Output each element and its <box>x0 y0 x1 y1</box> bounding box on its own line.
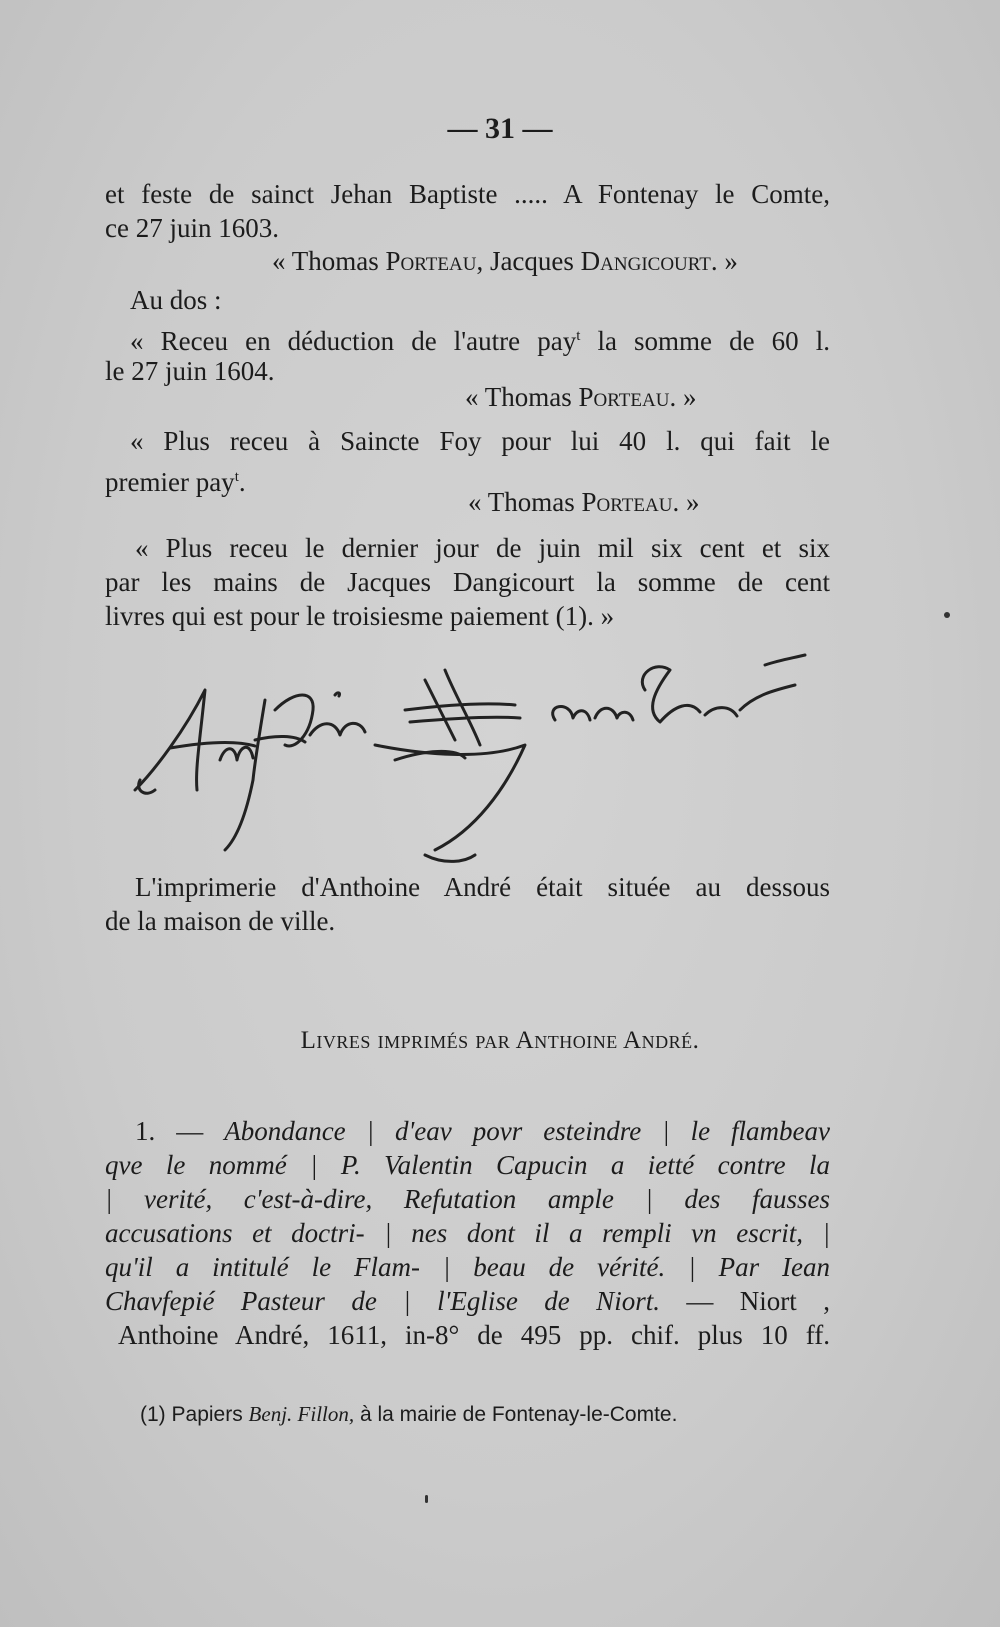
signature-line <box>468 486 699 519</box>
entry-imprint: — Niort , <box>659 1286 830 1316</box>
name-porteau: Porteau <box>385 246 477 276</box>
text-line: le 27 juin 1604. <box>105 356 275 386</box>
text-line: « Plus receu le dernier jour de juin mil six cent et six <box>135 533 830 563</box>
signature-line <box>465 381 696 414</box>
entry-line: accusations et doctri- | nes dont il a rempli vn escrit, | <box>105 1218 830 1248</box>
ink-speck <box>944 612 950 618</box>
entry-line: qve le nommé | P. Valentin Capucin a ietté contre la <box>105 1150 830 1180</box>
handwritten-signature-image <box>125 650 825 890</box>
text-span: « Thomas <box>465 382 579 412</box>
text-line: et feste de sainct Jehan Baptiste ..... A Fontenay le Comte, <box>105 179 830 209</box>
entry-line <box>135 1115 830 1148</box>
entry-line: Anthoine André, 1611, in-8° de 495 pp. chif. plus 10 ff. <box>118 1320 830 1350</box>
footnote-number: (1) <box>140 1403 166 1426</box>
footnote-author: Benj. Fillon, <box>248 1402 355 1426</box>
superscript: t <box>234 469 239 485</box>
text-span: . » <box>669 382 697 412</box>
text-line: Au dos : <box>130 285 222 315</box>
superscript: t <box>576 328 581 344</box>
entry-number: 1. — <box>135 1116 225 1146</box>
text-span: . » <box>710 246 738 276</box>
text-span: . » <box>672 487 700 517</box>
footnote-text: Papiers <box>165 1403 249 1426</box>
text-span: « Thomas <box>468 487 582 517</box>
name-porteau: Porteau <box>578 382 670 412</box>
entry-title: Abondance | d'eav povr esteindre | le flambeav <box>224 1116 830 1146</box>
entry-line: qu'il a intitulé le Flam- | beau de vérité. | Par Iean <box>105 1252 830 1282</box>
footnote <box>140 1402 677 1427</box>
name-porteau: Porteau <box>581 487 673 517</box>
text-line: par les mains de Jacques Dangicourt la somme de cent <box>105 567 830 597</box>
text-line: livres qui est pour le troisiesme paiement (1). » <box>105 601 615 631</box>
text-span: « Thomas <box>272 246 386 276</box>
text-span: « Receu en déduction de l'autre pay <box>130 326 577 356</box>
text-span: premier pay <box>105 467 235 497</box>
text-line <box>130 320 830 358</box>
text-line: « Plus receu à Saincte Foy pour lui 40 l. qui fait le <box>130 426 830 456</box>
section-heading: Livres imprimés par Anthoine André. <box>300 1027 700 1054</box>
text-line: ce 27 juin 1603. <box>105 213 279 243</box>
entry-line <box>105 1285 830 1318</box>
ink-speck <box>425 1495 428 1503</box>
text-span: , Jacques <box>476 246 581 276</box>
text-line: de la maison de ville. <box>105 906 336 936</box>
entry-title: Chavfepié Pasteur de | l'Eglise de Niort. <box>105 1286 660 1316</box>
entry-line: | verité, c'est-à-dire, Refutation ample | des fausses <box>105 1184 830 1214</box>
signature-line <box>272 245 738 278</box>
footnote-text: à la mairie de Fontenay-le-Comte. <box>354 1403 678 1426</box>
page-number: — 31 — <box>447 112 553 145</box>
name-dangicourt: Dangicourt <box>580 246 711 276</box>
text-span: . <box>238 467 246 497</box>
text-span: la somme de 60 l. <box>580 326 830 356</box>
text-line: L'imprimerie d'Anthoine André était située au dessous <box>135 872 830 902</box>
